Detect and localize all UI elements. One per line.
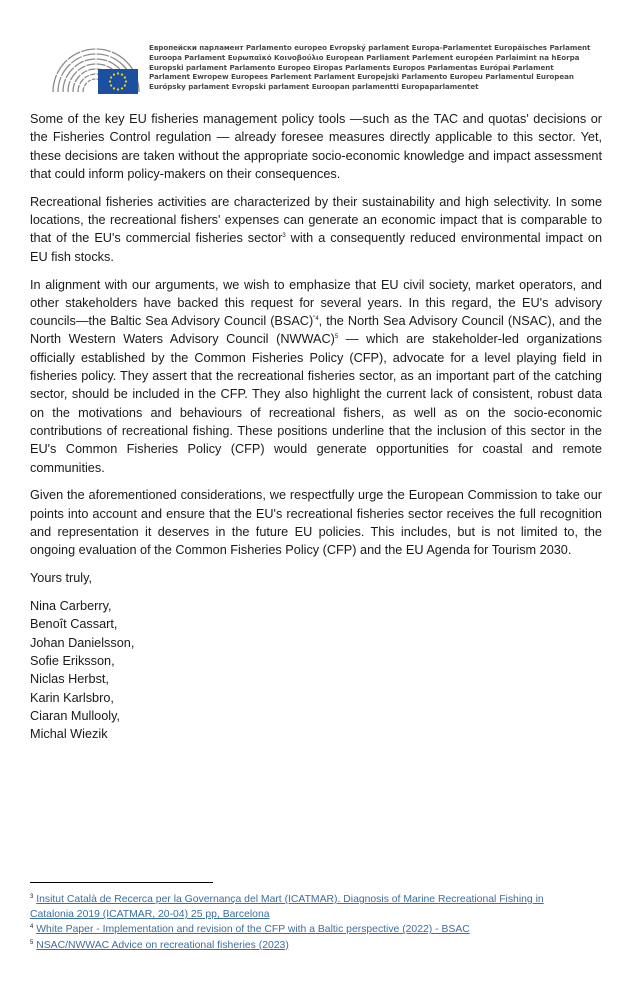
letterhead (50, 40, 595, 96)
paragraph-3-text-a: In alignment with our arguments, we wish to emphasize that EU civil society, market operators, and other stakeholders have backed this request for several years. In this regard, the EU's advisory councils—the Baltic Sea Advisory Council (BSAC) (30, 277, 602, 329)
parliament-names-line: Európsky parlament Evropski parlament Euroopan parlamentti Europaparlamentet (149, 82, 479, 91)
footnotes (30, 892, 590, 953)
parliament-names-line: Euroopa Parlament Ευρωπαϊκό Κοινοβούλιο European Parliament Parlement européen Parlaimint na hEorpa (149, 52, 580, 62)
signatory: Johan Danielsson, (30, 635, 135, 650)
footnote-ref-4[interactable]: "4 (313, 316, 319, 323)
signatory: Niclas Herbst, (30, 672, 109, 687)
paragraph-2-text-b: with a consequently reduced environmental impact on EU fish stocks. (30, 231, 602, 264)
signatory: Ciaran Mullooly, (30, 708, 121, 723)
footnote-5-link[interactable]: NSAC/NWWAC Advice on recreational fisheries (2023) (36, 939, 289, 951)
footnote-4 (30, 922, 590, 937)
signatory: Michal Wiezik (30, 727, 108, 742)
parliament-names-line: Европейски парламент Parlamento europeo Evropský parlament Europa-Parlamentet Europäisches Parlament (149, 43, 591, 52)
paragraph-1: Some of the key EU fisheries management policy tools —such as the TAC and quotas' decisions or the Fisheries Control regulation — already foresee measures directly applicable to this sector. Yet, these decisions are taken without the appropriate socio-economic knowledge and impact assessment that could inform policy-makers on their consequences. (30, 112, 602, 181)
footnote-number: 3 (30, 894, 34, 900)
footnote-separator (30, 882, 213, 883)
footnote-ref-5[interactable]: 5 (334, 334, 339, 341)
signatory: Karin Karlsbro, (30, 690, 114, 705)
paragraph-3-text-c: — which are stakeholder-led organizations officially established by the Common Fisheries Policy (CFP), advocate for a level playing field in fisheries policy. They assert that the recreational fisheries sector, as an important part of the catching sector, should be included in the CFP. They also highlight the current lack of consistent, robust data on the motivations and behaviours of recreational fishers, as well as on the socio-economic contributions of recreational fishing. These positions underline that the inclusion of this sector in the EU's Common Fisheries Policy (CFP) would generate opportunities for coastal and remote communities. (30, 332, 602, 475)
footnote-number: 5 (30, 939, 34, 946)
signatory: Benoît Cassart, (30, 617, 118, 632)
footnote-4-link[interactable]: White Paper - Implementation and revision of the CFP with a Baltic perspective (2022) - BSAC (36, 924, 470, 936)
paragraph-4: Given the aforementioned considerations, we respectfully urge the European Commission to take our points into account and ensure that the EU's recreational fisheries sector receives the full recognition and representation it deserves in the future EU policies. This includes, but is not limited to, the ongoing evaluation of the Common Fisheries Policy (CFP) and the EU Agenda for Tourism 2030. (30, 488, 602, 558)
paragraph-2 (30, 193, 602, 266)
eu-flag-icon (98, 69, 138, 94)
letter-body (30, 110, 602, 743)
footnote-ref-3[interactable]: 3 (282, 233, 286, 240)
paragraph-3 (30, 276, 602, 477)
footnote-5 (30, 938, 590, 953)
paragraph-2-text-a: Recreational fisheries activities are characterized by their sustainability and high selectivity. In some locations, the recreational fishers' expenses can generate an economic impact that is comparable to that of the EU's commercial fisheries sector (30, 194, 602, 246)
signatory: Nina Carberry, (30, 599, 112, 614)
parliament-names-line: Europski parlament Parlamento Europeo Eiropas Parlaments Europos Parlamentas Európai Parlament (149, 62, 554, 72)
european-parliament-logo (50, 42, 142, 94)
footnote-3-link[interactable]: Insitut Català de Recerca per la Governança del Mart (ICATMAR). Diagnosis of Marine Recreational Fishing in Catalonia 2019 (ICATMAR, 20-04) 25 pp, Barcelona (30, 894, 544, 921)
signatory: Sofie Eriksson, (30, 653, 115, 668)
parliament-names (149, 43, 595, 92)
footnote-number: 4 (30, 924, 34, 931)
signatories-list (30, 597, 602, 743)
footnote-3 (30, 892, 590, 922)
closing-salutation: Yours truly, (30, 571, 93, 586)
paragraph-3-text-b: , the North Sea Advisory Council (NSAC), and the North Western Waters Advisory Council (NWWAC) (30, 314, 602, 347)
parliament-names-line: Parlament Ewropew Europees Parlement Parlament Europejski Parlamento Europeu Parlamentul European (149, 72, 574, 82)
